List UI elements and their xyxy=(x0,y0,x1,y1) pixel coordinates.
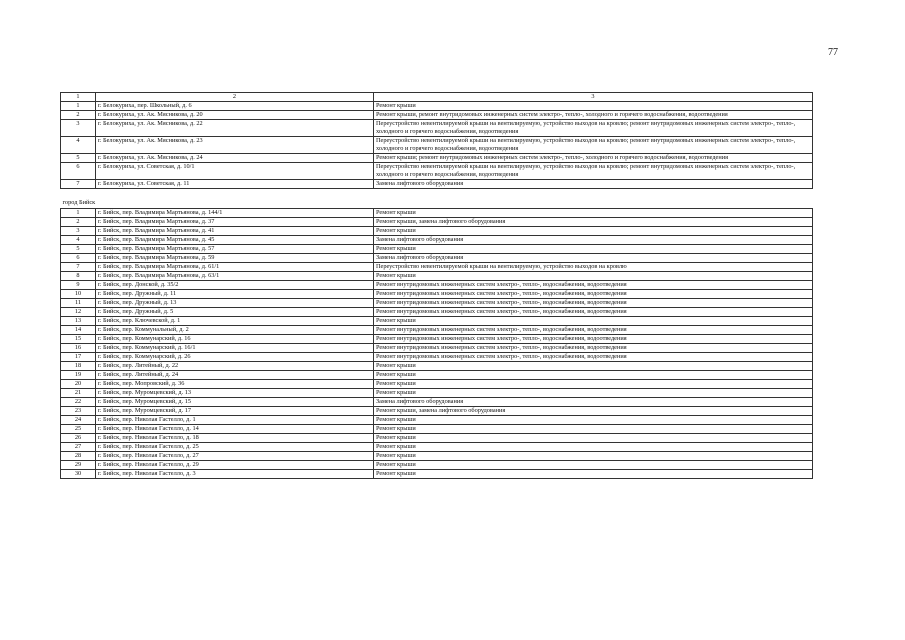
row-address: г. Бийск, пер. Владимира Мартьянова, д. 63/1 xyxy=(96,272,374,281)
table-row xyxy=(61,154,813,163)
table-row xyxy=(61,290,813,299)
table-row xyxy=(61,362,813,371)
table-row xyxy=(61,263,813,272)
row-address: г. Белокуриха, ул. Советская, д. 11 xyxy=(96,180,374,189)
row-number: 7 xyxy=(61,180,96,189)
table-row xyxy=(61,254,813,263)
row-address: г. Бийск, пер. Дружный, д. 11 xyxy=(96,290,374,299)
table-row xyxy=(61,227,813,236)
row-address: г. Белокуриха, ул. Ак. Мясникова, д. 23 xyxy=(96,137,374,154)
row-address: г. Бийск, пер. Владимира Мартьянова, д. 45 xyxy=(96,236,374,245)
row-address: г. Бийск, пер. Дружный, д. 13 xyxy=(96,299,374,308)
row-works: Ремонт внутридомовых инженерных систем электро-, тепло-, водоснабжения, водоотведения xyxy=(374,326,813,335)
row-works: Переустройство невентилируемой крыши на вентилируемую, устройство выходов на кровлю; ремонт внутридомовых инженерных систем электро-, тепло-, холодного и горячего водоснабжения, водоотведения xyxy=(374,137,813,154)
row-address: г. Бийск, пер. Николая Гастелло, д. 18 xyxy=(96,434,374,443)
row-number: 3 xyxy=(61,227,96,236)
row-address: г. Бийск, пер. Владимира Мартьянова, д. 41 xyxy=(96,227,374,236)
row-address: г. Бийск, пер. Коммунарский, д. 16 xyxy=(96,335,374,344)
row-number: 19 xyxy=(61,371,96,380)
row-number: 10 xyxy=(61,290,96,299)
row-address: г. Бийск, пер. Дружный, д. 5 xyxy=(96,308,374,317)
row-works: Ремонт крыши xyxy=(374,272,813,281)
table-row xyxy=(61,308,813,317)
row-works: Переустройство невентилируемой крыши на вентилируемую, устройство выходов на кровлю; ремонт внутридомовых инженерных систем электро-, тепло-, холодного и горячего водоснабжения, водоотведения xyxy=(374,163,813,180)
row-works: Переустройство невентилируемой крыши на вентилируемую, устройство выходов на кровлю; ремонт внутридомовых инженерных систем электро-, тепло-, холодного и горячего водоснабжения, водоотведения xyxy=(374,120,813,137)
row-number: 21 xyxy=(61,389,96,398)
table-row xyxy=(61,137,813,154)
table-row xyxy=(61,111,813,120)
row-number: 5 xyxy=(61,245,96,254)
table-row xyxy=(61,461,813,470)
table-row xyxy=(61,425,813,434)
row-address: г. Бийск, пер. Донской, д. 35/2 xyxy=(96,281,374,290)
works-table-body xyxy=(61,93,813,479)
row-address: г. Бийск, пер. Коммунальный, д. 2 xyxy=(96,326,374,335)
row-address: г. Бийск, пер. Николая Гастелло, д. 27 xyxy=(96,452,374,461)
header-row xyxy=(61,93,813,102)
table-row xyxy=(61,452,813,461)
row-number: 1 xyxy=(61,102,96,111)
row-works: Ремонт внутридомовых инженерных систем электро-, тепло-, водоснабжения, водоотведения xyxy=(374,299,813,308)
table-row xyxy=(61,344,813,353)
row-number: 3 xyxy=(61,120,96,137)
row-works: Ремонт внутридомовых инженерных систем электро-, тепло-, водоснабжения, водоотведения xyxy=(374,281,813,290)
row-number: 29 xyxy=(61,461,96,470)
row-number: 17 xyxy=(61,353,96,362)
table-row xyxy=(61,416,813,425)
table-row xyxy=(61,218,813,227)
row-address: г. Бийск, пер. Муромцевский, д. 13 xyxy=(96,389,374,398)
row-number: 5 xyxy=(61,154,96,163)
table-row xyxy=(61,398,813,407)
row-works: Ремонт внутридомовых инженерных систем электро-, тепло-, водоснабжения, водоотведения xyxy=(374,344,813,353)
row-works: Ремонт крыши xyxy=(374,461,813,470)
row-address: г. Бийск, пер. Литейный, д. 24 xyxy=(96,371,374,380)
row-works: Ремонт крыши xyxy=(374,362,813,371)
header-cell-works: 3 xyxy=(374,93,813,102)
row-works: Ремонт крыши xyxy=(374,470,813,479)
table-row xyxy=(61,389,813,398)
row-address: г. Бийск, пер. Муромцевский, д. 15 xyxy=(96,398,374,407)
table-row xyxy=(61,299,813,308)
table-row xyxy=(61,209,813,218)
row-works: Ремонт крыши xyxy=(374,425,813,434)
row-number: 22 xyxy=(61,398,96,407)
row-works: Ремонт крыши xyxy=(374,245,813,254)
row-works: Ремонт внутридомовых инженерных систем электро-, тепло-, водоснабжения, водоотведения xyxy=(374,290,813,299)
row-address: г. Бийск, пер. Николая Гастелло, д. 14 xyxy=(96,425,374,434)
table-row xyxy=(61,434,813,443)
table-row xyxy=(61,317,813,326)
table-row xyxy=(61,407,813,416)
row-works: Ремонт крыши xyxy=(374,443,813,452)
row-works: Ремонт крыши xyxy=(374,227,813,236)
row-works: Ремонт крыши, замена лифтового оборудования xyxy=(374,218,813,227)
row-number: 25 xyxy=(61,425,96,434)
row-works: Ремонт крыши xyxy=(374,416,813,425)
row-works: Замена лифтового оборудования xyxy=(374,398,813,407)
table-row xyxy=(61,245,813,254)
row-address: г. Бийск, пер. Коммунарский, д. 26 xyxy=(96,353,374,362)
row-number: 4 xyxy=(61,137,96,154)
row-works: Ремонт внутридомовых инженерных систем электро-, тепло-, водоснабжения, водоотведения xyxy=(374,353,813,362)
table-row xyxy=(61,102,813,111)
row-number: 8 xyxy=(61,272,96,281)
row-number: 9 xyxy=(61,281,96,290)
row-works: Замена лифтового оборудования xyxy=(374,180,813,189)
row-address: г. Белокуриха, ул. Ак. Мясникова, д. 24 xyxy=(96,154,374,163)
row-works: Ремонт крыши xyxy=(374,380,813,389)
row-address: г. Белокуриха, ул. Ак. Мясникова, д. 20 xyxy=(96,111,374,120)
row-works: Ремонт крыши, ремонт внутридомовых инженерных систем электро-, тепло-, холодного и горячего водоснабжения, водоотведения xyxy=(374,111,813,120)
row-number: 15 xyxy=(61,335,96,344)
row-number: 14 xyxy=(61,326,96,335)
section-row xyxy=(61,189,813,209)
page-number: 77 xyxy=(828,47,838,58)
row-address: г. Бийск, пер. Коммунарский, д. 16/1 xyxy=(96,344,374,353)
row-address: г. Бийск, пер. Мопровский, д. 36 xyxy=(96,380,374,389)
row-address: г. Бийск, пер. Муромцевский, д. 17 xyxy=(96,407,374,416)
row-number: 6 xyxy=(61,254,96,263)
table-row xyxy=(61,353,813,362)
row-number: 1 xyxy=(61,209,96,218)
table-row xyxy=(61,335,813,344)
row-works: Ремонт крыши; ремонт внутридомовых инженерных систем электро-, тепло-, холодного и горячего водоснабжения, водоотведения xyxy=(374,154,813,163)
table-row xyxy=(61,180,813,189)
row-works: Замена лифтового оборудования xyxy=(374,236,813,245)
row-number: 28 xyxy=(61,452,96,461)
row-number: 27 xyxy=(61,443,96,452)
table-row xyxy=(61,163,813,180)
row-number: 23 xyxy=(61,407,96,416)
row-works: Ремонт внутридомовых инженерных систем электро-, тепло-, водоснабжения, водоотведения xyxy=(374,308,813,317)
row-number: 6 xyxy=(61,163,96,180)
row-address: г. Белокуриха, пер. Школьный, д. 6 xyxy=(96,102,374,111)
row-works: Ремонт крыши xyxy=(374,209,813,218)
row-number: 2 xyxy=(61,218,96,227)
row-works: Ремонт крыши xyxy=(374,434,813,443)
table-row xyxy=(61,470,813,479)
row-number: 24 xyxy=(61,416,96,425)
row-works: Ремонт крыши, замена лифтового оборудования xyxy=(374,407,813,416)
row-address: г. Бийск, пер. Владимира Мартьянова, д. 144/1 xyxy=(96,209,374,218)
row-address: г. Белокуриха, ул. Советская, д. 10/1 xyxy=(96,163,374,180)
section-title: город Бийск xyxy=(61,189,813,209)
table-row xyxy=(61,120,813,137)
table-row xyxy=(61,326,813,335)
row-number: 26 xyxy=(61,434,96,443)
row-works: Ремонт крыши xyxy=(374,317,813,326)
row-address: г. Бийск, пер. Владимира Мартьянова, д. 37 xyxy=(96,218,374,227)
row-address: г. Бийск, пер. Николая Гастелло, д. 1 xyxy=(96,416,374,425)
row-number: 20 xyxy=(61,380,96,389)
table-row xyxy=(61,371,813,380)
row-works: Ремонт внутридомовых инженерных систем электро-, тепло-, водоснабжения, водоотведения xyxy=(374,335,813,344)
table-row xyxy=(61,272,813,281)
row-works: Переустройство невентилируемой крыши на вентилируемую, устройство выходов на кровлю xyxy=(374,263,813,272)
table-row xyxy=(61,281,813,290)
row-works: Ремонт крыши xyxy=(374,371,813,380)
row-works: Замена лифтового оборудования xyxy=(374,254,813,263)
row-works: Ремонт крыши xyxy=(374,389,813,398)
header-cell-address: 2 xyxy=(96,93,374,102)
row-number: 2 xyxy=(61,111,96,120)
row-number: 30 xyxy=(61,470,96,479)
row-address: г. Бийск, пер. Николая Гастелло, д. 29 xyxy=(96,461,374,470)
table-row xyxy=(61,443,813,452)
row-works: Ремонт крыши xyxy=(374,452,813,461)
row-address: г. Бийск, пер. Николая Гастелло, д. 25 xyxy=(96,443,374,452)
row-address: г. Бийск, пер. Литейный, д. 22 xyxy=(96,362,374,371)
row-number: 18 xyxy=(61,362,96,371)
header-cell-number: 1 xyxy=(61,93,96,102)
table-row xyxy=(61,236,813,245)
row-number: 13 xyxy=(61,317,96,326)
row-number: 7 xyxy=(61,263,96,272)
table-row xyxy=(61,380,813,389)
works-table xyxy=(60,92,813,479)
row-address: г. Белокуриха, ул. Ак. Мясникова, д. 22 xyxy=(96,120,374,137)
row-address: г. Бийск, пер. Владимира Мартьянова, д. 59 xyxy=(96,254,374,263)
row-number: 16 xyxy=(61,344,96,353)
row-number: 11 xyxy=(61,299,96,308)
row-number: 4 xyxy=(61,236,96,245)
row-address: г. Бийск, пер. Николая Гастелло, д. 3 xyxy=(96,470,374,479)
row-number: 12 xyxy=(61,308,96,317)
row-works: Ремонт крыши xyxy=(374,102,813,111)
row-address: г. Бийск, пер. Владимира Мартьянова, д. 57 xyxy=(96,245,374,254)
row-address: г. Бийск, пер. Ключевской, д. 1 xyxy=(96,317,374,326)
row-address: г. Бийск, пер. Владимира Мартьянова, д. 61/1 xyxy=(96,263,374,272)
